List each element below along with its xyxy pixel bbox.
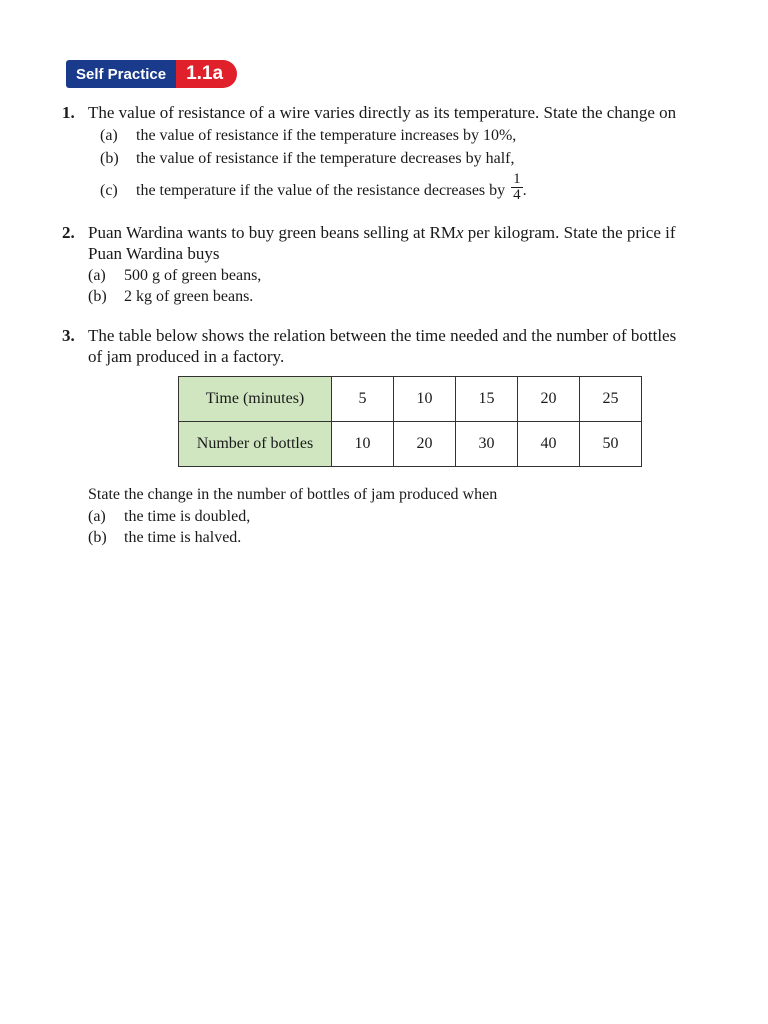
question-2b-label: (b) bbox=[88, 288, 107, 305]
self-practice-label: Self Practice bbox=[66, 60, 176, 88]
question-3a-label: (a) bbox=[88, 508, 106, 525]
table-cell: 40 bbox=[518, 422, 580, 467]
question-1c bbox=[100, 171, 527, 207]
question-2-line2: Puan Wardina buys bbox=[88, 244, 220, 263]
question-2a bbox=[88, 266, 261, 286]
table-cell: 20 bbox=[518, 377, 580, 422]
table-cell: 5 bbox=[332, 377, 394, 422]
time-bottles-table bbox=[178, 376, 642, 467]
fraction-numerator: 1 bbox=[513, 171, 521, 187]
question-3 bbox=[62, 325, 676, 346]
question-2a-label: (a) bbox=[88, 267, 106, 284]
question-2 bbox=[62, 222, 676, 243]
table-cell: 15 bbox=[456, 377, 518, 422]
table-cell: 50 bbox=[580, 422, 642, 467]
question-1c-end: . bbox=[522, 182, 527, 200]
question-2-number: 2. bbox=[62, 223, 75, 242]
question-2-variable: x bbox=[456, 223, 464, 242]
question-3a bbox=[88, 507, 250, 527]
question-3a-text: the time is doubled, bbox=[124, 508, 251, 525]
table-cell: 30 bbox=[456, 422, 518, 467]
table-cell: 10 bbox=[332, 422, 394, 467]
table-cell: 10 bbox=[394, 377, 456, 422]
question-3b-label: (b) bbox=[88, 529, 107, 546]
question-2a-text: 500 g of green beans, bbox=[124, 267, 262, 284]
table-row-bottles bbox=[179, 422, 642, 467]
self-practice-number: 1.1a bbox=[176, 60, 237, 88]
question-1c-label: (c) bbox=[100, 182, 118, 200]
question-2-text-a: Puan Wardina wants to buy green beans selling at RM bbox=[88, 223, 456, 242]
question-1-text: The value of resistance of a wire varies directly as its temperature. State the change on bbox=[88, 103, 677, 122]
question-3-line2: of jam produced in a factory. bbox=[88, 347, 285, 366]
question-3b-text: the time is halved. bbox=[124, 529, 242, 546]
question-2b-text: 2 kg of green beans. bbox=[124, 288, 254, 305]
question-2b bbox=[88, 287, 253, 307]
self-practice-header bbox=[66, 60, 237, 88]
question-3-text: The table below shows the relation between the time needed and the number of bottles bbox=[88, 326, 677, 345]
question-1c-text: the temperature if the value of the resistance decreases by bbox=[136, 182, 506, 200]
question-1 bbox=[62, 102, 676, 123]
question-1a bbox=[100, 126, 516, 146]
question-1a-label: (a) bbox=[100, 127, 118, 144]
table-header-time: Time (minutes) bbox=[179, 377, 332, 422]
fraction-one-quarter bbox=[511, 172, 523, 203]
question-1a-text: the value of resistance if the temperature increases by 10%, bbox=[136, 127, 517, 144]
question-1b-text: the value of resistance if the temperature decreases by half, bbox=[136, 150, 515, 167]
question-1-number: 1. bbox=[62, 103, 75, 122]
table-cell: 25 bbox=[580, 377, 642, 422]
table-header-bottles: Number of bottles bbox=[179, 422, 332, 467]
question-1b bbox=[100, 149, 514, 169]
question-3b bbox=[88, 528, 241, 548]
question-2-text-b: per kilogram. State the price if bbox=[463, 223, 676, 242]
question-3-number: 3. bbox=[62, 326, 75, 345]
fraction-denominator: 4 bbox=[513, 187, 521, 203]
table-row-time bbox=[179, 377, 642, 422]
question-1b-label: (b) bbox=[100, 150, 119, 167]
table-cell: 20 bbox=[394, 422, 456, 467]
question-3-after: State the change in the number of bottles of jam produced when bbox=[88, 486, 498, 503]
